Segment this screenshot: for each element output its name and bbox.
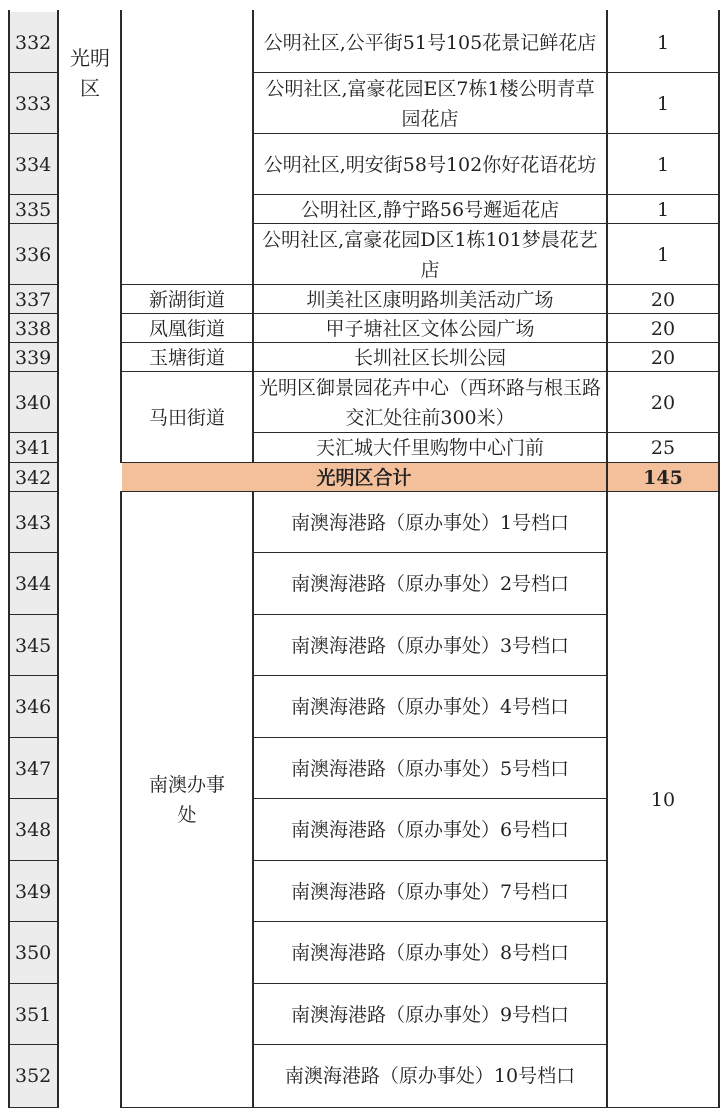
count-333: 1 — [656, 92, 670, 115]
count-336: 1 — [656, 243, 670, 266]
grid-line — [120, 342, 720, 343]
street-nanao: 南澳办事处 — [148, 773, 225, 826]
address-338: 甲子塘社区文体公园广场 — [325, 317, 535, 340]
grid-line — [252, 492, 254, 1108]
row-number-335: 335 — [10, 195, 57, 224]
grid-line — [120, 462, 720, 463]
row-number-345: 345 — [10, 615, 57, 676]
row-number-349: 349 — [10, 861, 57, 922]
address-348: 南澳海港路（原办事处）6号档口 — [290, 819, 570, 841]
grid-line — [252, 614, 608, 615]
grid-line — [8, 983, 59, 984]
street-yutang: 玉塘街道 — [148, 346, 225, 369]
row-number-340: 340 — [10, 372, 57, 433]
address-332: 公明社区,公平街51号105花景记鲜花店 — [263, 31, 597, 54]
street-matian: 马田街道 — [148, 406, 225, 429]
row-number-347: 347 — [10, 738, 57, 799]
address-333: 公明社区,富豪花园E区7栋1楼公明青草园花店 — [265, 77, 595, 130]
address-350: 南澳海港路（原办事处）8号档口 — [290, 942, 570, 964]
count-341: 25 — [650, 437, 676, 459]
grid-line — [252, 921, 608, 922]
row-number-342: 342 — [10, 463, 57, 492]
subtotal-value: 145 — [608, 463, 718, 492]
grid-line — [8, 313, 59, 314]
grid-line — [120, 313, 720, 314]
grid-line — [120, 371, 720, 372]
grid-line — [8, 737, 59, 738]
street-xinhu: 新湖街道 — [148, 288, 225, 311]
grid-line — [8, 194, 59, 195]
address-339: 长圳社区长圳公园 — [353, 346, 506, 369]
grid-line — [120, 284, 254, 285]
address-337: 圳美社区康明路圳美活动广场 — [306, 288, 554, 311]
grid-line — [8, 614, 59, 615]
grid-line — [120, 491, 720, 492]
address-352: 南澳海港路（原办事处）10号档口 — [284, 1065, 576, 1087]
grid-line — [8, 10, 10, 1108]
address-349: 南澳海港路（原办事处）7号档口 — [290, 880, 570, 903]
row-number-338: 338 — [10, 314, 57, 343]
grid-line — [8, 1044, 59, 1045]
address-347: 南澳海港路（原办事处）5号档口 — [290, 757, 570, 780]
row-number-332: 332 — [10, 12, 57, 73]
row-number-336: 336 — [10, 224, 57, 285]
row-number-341: 341 — [10, 433, 57, 463]
count-335: 1 — [656, 198, 670, 221]
count-337: 20 — [650, 288, 676, 311]
row-number-346: 346 — [10, 676, 57, 738]
count-334: 1 — [656, 153, 670, 176]
street-nanao-cell — [122, 492, 252, 1107]
count-332: 1 — [656, 31, 670, 54]
row-number-337: 337 — [10, 285, 57, 314]
grid-line — [8, 223, 59, 224]
grid-line — [57, 10, 59, 1108]
address-345: 南澳海港路（原办事处）3号档口 — [290, 634, 570, 657]
address-346: 南澳海港路（原办事处）4号档口 — [290, 696, 570, 718]
grid-line — [8, 72, 59, 73]
address-335: 公明社区,静宁路56号邂逅花店 — [300, 198, 560, 221]
subtotal-label: 光明区合计 — [122, 463, 606, 492]
grid-line — [8, 921, 59, 922]
row-number-350: 350 — [10, 922, 57, 984]
grid-line — [606, 10, 608, 1108]
address-336: 公明社区,富豪花园D区1栋101梦晨花艺店 — [262, 228, 598, 281]
grid-line — [8, 284, 59, 285]
address-334: 公明社区,明安街58号102你好花语花坊 — [263, 153, 597, 176]
grid-line — [252, 552, 608, 553]
count-339: 20 — [650, 346, 676, 369]
address-341: 天汇城大仟里购物中心门前 — [315, 437, 544, 459]
row-number-348: 348 — [10, 799, 57, 861]
grid-line — [8, 432, 59, 433]
grid-line — [120, 1107, 720, 1108]
row-number-351: 351 — [10, 984, 57, 1045]
grid-line — [8, 371, 59, 372]
grid-line — [8, 552, 59, 553]
row-number-343: 343 — [10, 492, 57, 553]
row-number-339: 339 — [10, 343, 57, 372]
district-cell — [60, 38, 120, 108]
grid-line — [252, 133, 720, 134]
address-351: 南澳海港路（原办事处）9号档口 — [290, 1003, 570, 1026]
count-nanao: 10 — [650, 788, 676, 811]
grid-line — [8, 462, 59, 463]
grid-line — [8, 798, 59, 799]
grid-line — [252, 983, 608, 984]
grid-line — [718, 10, 720, 1108]
grid-line — [252, 284, 720, 285]
grid-line — [8, 1107, 59, 1108]
address-344: 南澳海港路（原办事处）2号档口 — [290, 573, 570, 595]
grid-line — [8, 860, 59, 861]
address-340: 光明区御景园花卉中心（西环路与根玉路交汇处往前300米） — [258, 376, 601, 429]
grid-line — [252, 223, 720, 224]
street-fenghuang: 凤凰街道 — [148, 317, 225, 340]
count-340: 20 — [650, 391, 676, 414]
grid-line — [252, 194, 720, 195]
grid-line — [8, 342, 59, 343]
grid-line — [252, 860, 608, 861]
district-label: 光明区 — [70, 46, 110, 100]
count-338: 20 — [650, 317, 676, 340]
row-number-333: 333 — [10, 73, 57, 134]
address-343: 南澳海港路（原办事处）1号档口 — [290, 511, 570, 534]
grid-line — [252, 432, 720, 433]
grid-line — [252, 798, 608, 799]
grid-line — [120, 492, 122, 1108]
row-number-334: 334 — [10, 134, 57, 195]
grid-line — [8, 133, 59, 134]
row-number-352: 352 — [10, 1045, 57, 1107]
grid-line — [252, 1044, 608, 1045]
grid-line — [8, 491, 59, 492]
grid-line — [252, 675, 608, 676]
grid-line — [120, 10, 122, 463]
row-number-344: 344 — [10, 553, 57, 615]
grid-line — [252, 10, 254, 463]
grid-line — [252, 72, 720, 73]
grid-line — [252, 737, 608, 738]
grid-line — [8, 675, 59, 676]
